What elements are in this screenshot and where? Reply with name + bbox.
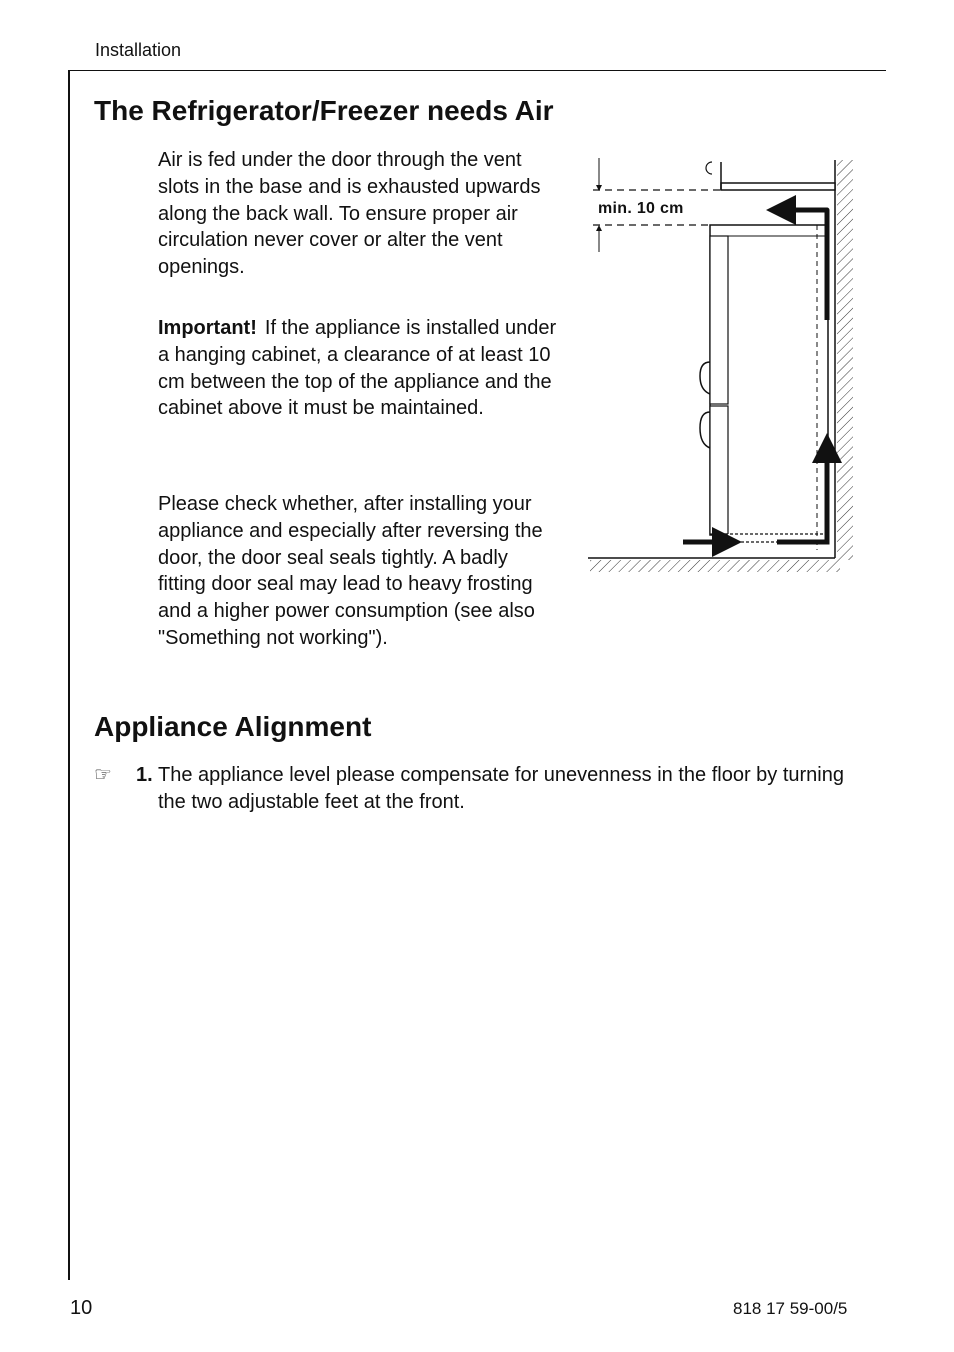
cabinet-handle [706, 162, 712, 174]
paragraph-important [158, 315, 558, 422]
pointing-hand-icon: ☞ [94, 764, 112, 786]
step-text: The appliance level please compensate for unevenness in the floor by turning the two adjustable feet at the front. [158, 764, 844, 813]
side-divider [68, 70, 70, 1280]
wall-hatching [837, 160, 853, 560]
lower-door [710, 406, 728, 534]
section-title-air: The Refrigerator/Freezer needs Air [94, 95, 554, 126]
upper-door-handle [700, 362, 710, 394]
lower-door-handle [700, 412, 710, 448]
document-code: 818 17 59-00/5 [733, 1299, 848, 1318]
paragraph-door-seal: Please check whether, after installing your appliance and especially after reversing the door, the door seal seals tightly. A badly fitting door seal may lead to heavy frosting and a higher power consumption (see also "Something not working"). [158, 493, 543, 649]
section-header: Installation [95, 40, 182, 60]
paragraph-air-intake: Air is fed under the door through the vent slots in the base and is exhausted upwards along the back wall. To ensure proper air circulation never cover or alter the vent openings. [158, 149, 541, 279]
important-label: Important! [158, 317, 257, 339]
page-number: 10 [70, 1297, 93, 1319]
step-number: 1. [136, 764, 153, 786]
clearance-label: min. 10 cm [598, 200, 684, 217]
floor-hatching [590, 560, 840, 572]
hanging-cabinet [721, 183, 835, 190]
section-title-alignment: Appliance Alignment [94, 711, 372, 742]
important-text: If the appliance is installed under a hanging cabinet, a clearance of at least 10 cm between the top of the appliance and the cabinet above it must be maintained. [158, 317, 557, 420]
top-divider [68, 70, 886, 71]
upper-door [710, 236, 728, 404]
